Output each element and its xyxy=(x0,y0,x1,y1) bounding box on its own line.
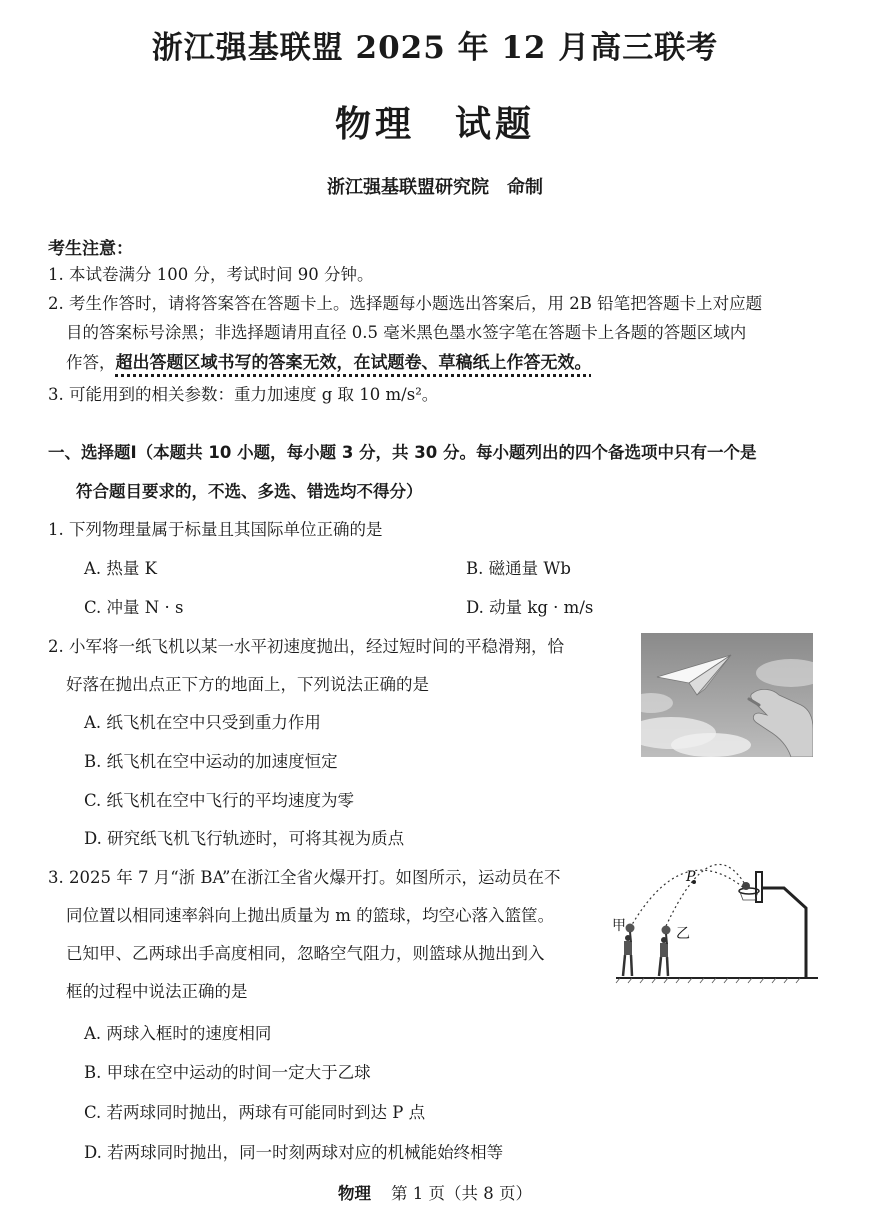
backboard xyxy=(756,872,762,902)
q2-stem-line1: 2. 小军将一纸飞机以某一水平初速度抛出，经过短时间的平稳滑翔，恰 xyxy=(48,637,564,656)
q1-option-b: B. 磁通量 Wb xyxy=(466,559,571,578)
notice-item-2-end xyxy=(66,351,592,375)
label-p: P xyxy=(686,869,696,885)
footer-page-number: 第 1 页（共 8 页） xyxy=(391,1184,532,1203)
exam-title: 浙江强基联盟 2025 年 12 月高三联考 xyxy=(151,30,719,66)
section-heading-line1: 一、选择题Ⅰ（本题共 10 小题，每小题 3 分，共 30 分。每小题列出的四个备选项中只有一个是 xyxy=(48,443,757,462)
player-yi-icon xyxy=(659,926,671,977)
q2-stem-line2: 好落在抛出点正下方的地面上，下列说法正确的是 xyxy=(66,675,429,694)
q2-option-d: D. 研究纸飞机飞行轨迹时，可将其视为质点 xyxy=(84,829,405,848)
notice-item-2: 2. 考生作答时，请将答案答在答题卡上。选择题每小题选出答案后，用 2B 铅笔把答题卡上对应题 xyxy=(48,294,763,313)
hoop-stand xyxy=(762,888,806,978)
notice-heading: 考生注意： xyxy=(48,239,133,259)
label-jia: 甲 xyxy=(612,918,626,934)
q2-option-a: A. 纸飞机在空中只受到重力作用 xyxy=(84,713,321,732)
q1-option-a: A. 热量 K xyxy=(84,559,157,578)
notice-item-2-prefix: 作答， xyxy=(66,353,116,372)
label-yi: 乙 xyxy=(676,926,690,942)
q2-option-b: B. 纸飞机在空中运动的加速度恒定 xyxy=(84,752,338,771)
q3-stem-line4: 框的过程中说法正确的是 xyxy=(66,982,248,1001)
notice-item-1: 1. 本试卷满分 100 分，考试时间 90 分钟。 xyxy=(48,265,374,284)
q3-option-a: A. 两球入框时的速度相同 xyxy=(84,1024,272,1043)
q1-stem: 1. 下列物理量属于标量且其国际单位正确的是 xyxy=(48,520,383,539)
section-heading-line2: 符合题目要求的，不选、多选、错选均不得分） xyxy=(76,482,423,501)
q3-option-d: D. 若两球同时抛出，同一时刻两球对应的机械能始终相等 xyxy=(84,1143,504,1162)
trajectory-yi xyxy=(666,864,746,926)
paper-airplane-figure xyxy=(641,633,813,757)
q2-option-c: C. 纸飞机在空中飞行的平均速度为零 xyxy=(84,791,355,810)
q3-option-b: B. 甲球在空中运动的时间一定大于乙球 xyxy=(84,1063,371,1082)
issuer-line: 浙江强基联盟研究院 命制 xyxy=(327,177,543,198)
q3-stem-line2: 同位置以相同速率斜向上抛出质量为 m 的篮球，均空心落入篮筐。 xyxy=(66,906,555,925)
q3-stem-line1: 3. 2025 年 7 月“浙 BA”在浙江全省火爆开打。如图所示，运动员在不 xyxy=(48,868,561,887)
notice-item-2-cont: 目的答案标号涂黑；非选择题请用直径 0.5 毫米黑色墨水签字笔在答题卡上各题的答题区域内 xyxy=(66,323,747,342)
notice-item-3: 3. 可能用到的相关参数：重力加速度 g 取 10 m/s²。 xyxy=(48,385,439,404)
footer-subject: 物理 xyxy=(338,1184,371,1203)
page-footer xyxy=(0,1180,870,1204)
q1-option-c: C. 冲量 N · s xyxy=(84,598,184,617)
basketball-figure xyxy=(612,858,818,984)
q3-stem-line3: 已知甲、乙两球出手高度相同，忽略空气阻力，则篮球从抛出到入 xyxy=(66,944,545,963)
subject-title: 物理 试题 xyxy=(334,103,535,145)
q3-option-c: C. 若两球同时抛出，两球有可能同时到达 P 点 xyxy=(84,1103,426,1122)
q1-option-d: D. 动量 kg · m/s xyxy=(466,598,594,617)
notice-emphasis: 超出答题区域书写的答案无效，在试题卷、草稿纸上作答无效。 xyxy=(115,353,592,373)
